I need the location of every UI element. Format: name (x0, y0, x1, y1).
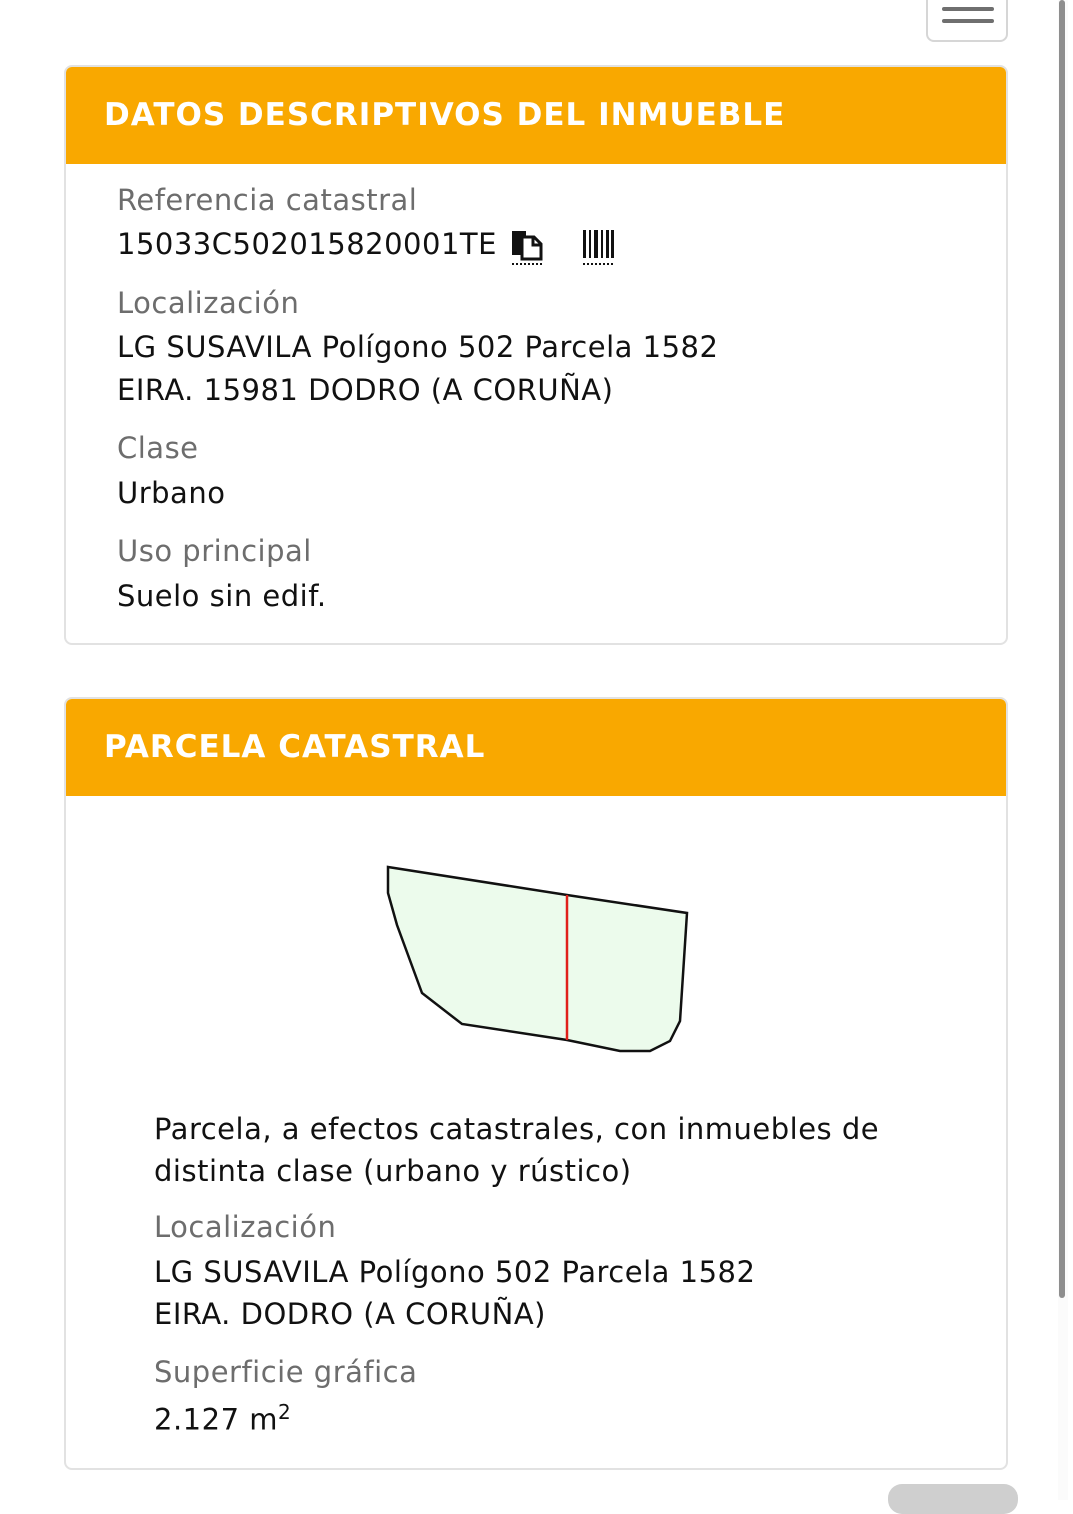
datos-descriptivos-panel (64, 65, 1008, 645)
clase-value: Urbano (117, 476, 226, 510)
barcode-icon[interactable] (582, 229, 616, 271)
uso-principal-label: Uso principal (117, 534, 312, 568)
localizacion-line2: EIRA. 15981 DODRO (A CORUÑA) (117, 373, 614, 407)
parcel-localizacion-label: Localización (154, 1210, 337, 1244)
superficie-exponent: 2 (278, 1400, 292, 1424)
parcel-localizacion-line1: LG SUSAVILA Polígono 502 Parcela 1582 (154, 1255, 756, 1289)
scrollbar-thumb[interactable] (1059, 0, 1065, 1298)
superficie-label: Superficie gráfica (154, 1355, 418, 1389)
localizacion-label: Localización (117, 286, 300, 320)
superficie-number: 2.127 m (154, 1402, 278, 1437)
bottom-floating-button[interactable] (888, 1484, 1018, 1514)
hamburger-menu-button[interactable] (926, 0, 1008, 42)
parcela-catastral-panel (64, 697, 1008, 1470)
parcel-description-line2: distinta clase (urbano y rústico) (154, 1154, 632, 1188)
parcel-localizacion-line2: EIRA. DODRO (A CORUÑA) (154, 1297, 546, 1331)
menu-bar-2 (942, 19, 994, 23)
superficie-value (154, 1400, 291, 1437)
panel-title: DATOS DESCRIPTIVOS DEL INMUEBLE (66, 67, 1006, 164)
clase-label: Clase (117, 431, 199, 465)
localizacion-line1: LG SUSAVILA Polígono 502 Parcela 1582 (117, 330, 719, 364)
referencia-label: Referencia catastral (117, 183, 418, 217)
referencia-value: 15033C502015820001TE (117, 227, 497, 261)
parcel-description-line1: Parcela, a efectos catastrales, con inmuebles de (154, 1112, 880, 1146)
uso-principal-value: Suelo sin edif. (117, 579, 327, 613)
panel-title: PARCELA CATASTRAL (66, 699, 1006, 796)
parcel-map-image[interactable] (382, 863, 692, 1057)
hamburger-menu-icon (942, 7, 994, 11)
copy-document-icon[interactable] (510, 229, 544, 271)
